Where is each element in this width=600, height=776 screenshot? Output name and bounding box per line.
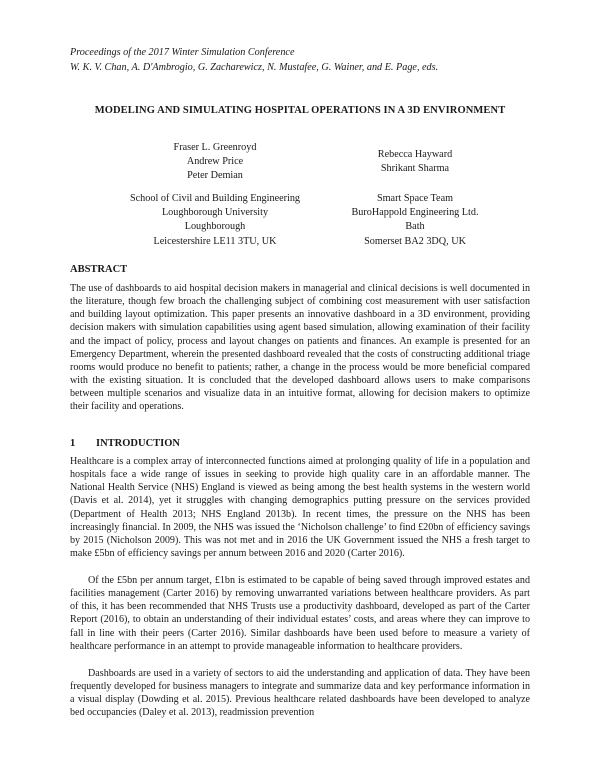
section-number: 1 <box>70 438 76 449</box>
affiliation-line: Leicestershire LE11 3TU, UK <box>153 235 277 247</box>
affiliation-line: School of Civil and Building Engineering <box>129 193 301 204</box>
author-name: Fraser L. Greenroyd <box>173 142 257 153</box>
affiliation-line: Loughborough University <box>161 207 269 219</box>
author-name: Peter Demian <box>187 170 243 182</box>
abstract-heading: ABSTRACT <box>70 264 128 275</box>
authors-left <box>130 141 300 184</box>
affiliation-line: Smart Space Team <box>376 193 454 204</box>
affiliation-left <box>85 192 345 249</box>
intro-paragraph-2: Of the £5bn per annum target, £1bn is estimated to be capable of being saved through improved estates and facilities management (Carter 2016) by removing unwarranted variations between healthcare providers. As part of this, it has been recommended that NHS Trusts use a productivity dashboard, developed as part of the Carter Report (2016), to obtain an understanding of their individual estates’ costs, and areas where they can improve to fall in line with their peers (Carter 2016). Similar dashboards have been used before to measure a variety of healthcare performance in an attempt to provide manageable information to healthcare providers. <box>70 575 530 652</box>
affiliation-line: Somerset BA2 3DQ, UK <box>364 235 466 247</box>
author-name: Shrikant Sharma <box>380 163 450 175</box>
editors-line: W. K. V. Chan, A. D'Ambrogio, G. Zacharewicz, N. Mustafee, G. Wainer, and E. Page, eds. <box>70 61 439 73</box>
intro-paragraph-1: Healthcare is a complex array of interconnected functions aimed at prolonging quality of life in a population and hospitals face a wide range of issues in seeking to provide high quality care in an affordable manner. The National Health Service (NHS) England is viewed as being among the best health systems in the western world (Davis et al. 2014), yet it struggles with changing demographics putting pressure on the services provided (Department of Health 2013; NHS England 2013b). In recent times, the pressure on the NHS has been increasingly financial. In 2009, the NHS was issued the ‘Nicholson challenge’ to find £20bn of efficiency savings by 2015 (Nicholson 2009). This was not met and in 2016 the UK Government issued the NHS a fresh target to make £5bn of efficiency savings per annum between 2016 and 2020 (Carter 2016). <box>70 456 530 560</box>
affiliation-line: Loughborough <box>184 221 246 233</box>
author-name: Andrew Price <box>186 156 244 168</box>
authors-right <box>325 148 505 176</box>
affiliation-line: Bath <box>405 221 425 233</box>
abstract-text: The use of dashboards to aid hospital decision makers in managerial and clinical decisions is well documented in the literature, though few broach the challenging subject of combining cost measurement with user satisfaction and building layout optimization. This paper presents an innovative dashboard in a 3D environment, providing decision makers with simulation capabilities using agent based simulation, allowing examination of their facility and the impact of policy, process and layout changes on patients and finances. An example is presented for an Emergency Department, wherein the presented dashboard revealed that the costs of constructing additional triage rooms would produce no benefit to patients; rather, a change in the process would be more beneficial compared with the existing situation. It is concluded that the developed dashboard allows users to make comparisons between multiple scenarios and visualize data in an intuitive format, allowing for decision makers to optimize their facility and operations. <box>70 283 530 413</box>
affiliation-line: BuroHappold Engineering Ltd. <box>351 207 479 219</box>
proceedings-line: Proceedings of the 2017 Winter Simulation Conference <box>70 47 295 58</box>
paper-title: MODELING AND SIMULATING HOSPITAL OPERATIONS IN A 3D ENVIRONMENT <box>94 105 506 116</box>
conference-header <box>70 46 438 75</box>
author-name: Rebecca Hayward <box>377 149 453 160</box>
section-title: INTRODUCTION <box>96 438 181 449</box>
introduction-heading <box>70 438 180 449</box>
affiliation-right <box>320 192 510 249</box>
intro-paragraph-3: Dashboards are used in a variety of sectors to aid the understanding and application of data. They have been frequently developed for business managers to integrate and summarize data and key performance information in a visual display (Dowding et al. 2015). Previous healthcare related dashboards have been developed to analyze bed occupancies (Daley et al. 2013), readmission prevention <box>70 668 530 719</box>
